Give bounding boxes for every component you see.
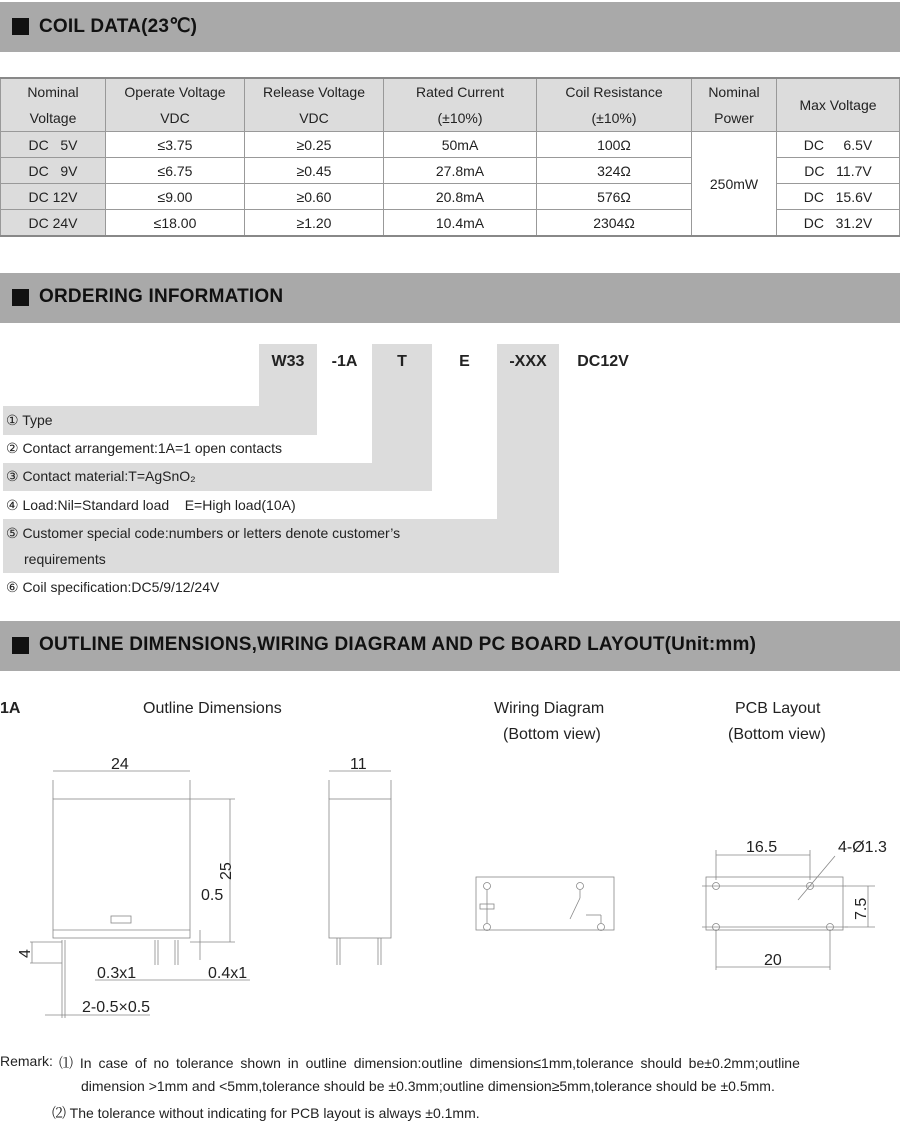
remark-1-line-1: ⑴ In case of no tolerance shown in outline dimension:outline dimension≤1mm,tolerance should be±0.2mm;outline — [59, 1055, 800, 1071]
cell-nominal: DC 9V — [1, 158, 106, 184]
cell-nominal: DC 24V — [1, 210, 106, 237]
header-max-voltage: Max Voltage — [777, 78, 900, 132]
coil-data-table — [0, 77, 900, 237]
cell-max: DC 31.2V — [777, 210, 900, 237]
order-code-type: W33 — [271, 353, 305, 370]
cell-nominal-power: 250mW — [692, 132, 777, 237]
section-title: ORDERING INFORMATION — [39, 286, 284, 307]
cell-current: 20.8mA — [384, 184, 537, 210]
wiring-subtitle: (Bottom view) — [503, 726, 601, 743]
pcb-dim-hole: 4-Ø1.3 — [838, 839, 887, 856]
header-coil-resistance: Coil Resistance (±10%) — [537, 78, 692, 132]
wiring-title: Wiring Diagram — [494, 700, 605, 717]
ordering-item: ⑤ Customer special code:numbers or letters denote customer’s — [6, 525, 401, 541]
ordering-item: ④ Load:Nil=Standard load E=High load(10A) — [6, 497, 296, 513]
cell-current: 10.4mA — [384, 210, 537, 237]
dim-pin2: 0.4x1 — [208, 965, 248, 982]
square-bullet-icon — [12, 637, 29, 654]
order-code-load: E — [459, 353, 470, 370]
cell-release: ≥0.25 — [245, 132, 384, 158]
section-header-coil-data — [0, 2, 900, 52]
pcb-dim-side: 7.5 — [853, 897, 870, 920]
section-header-ordering — [0, 273, 900, 323]
dim-width: 24 — [111, 756, 129, 773]
cell-max: DC 6.5V — [777, 132, 900, 158]
cell-nominal: DC 12V — [1, 184, 106, 210]
cell-resistance: 576Ω — [537, 184, 692, 210]
header-operate-voltage: Operate Voltage VDC — [106, 78, 245, 132]
cell-release: ≥0.60 — [245, 184, 384, 210]
cell-operate: ≤3.75 — [106, 132, 245, 158]
order-code-contact: -1A — [331, 353, 358, 370]
cell-resistance: 100Ω — [537, 132, 692, 158]
cell-nominal: DC 5V — [1, 132, 106, 158]
wiring-outline — [476, 877, 614, 930]
outline-title: Outline Dimensions — [143, 700, 282, 717]
cell-current: 27.8mA — [384, 158, 537, 184]
header-nominal-voltage: Nominal Voltage — [1, 78, 106, 132]
square-bullet-icon — [12, 18, 29, 35]
table-row — [1, 132, 900, 158]
header-release-voltage: Release Voltage VDC — [245, 78, 384, 132]
cell-max: DC 15.6V — [777, 184, 900, 210]
cell-operate: ≤6.75 — [106, 158, 245, 184]
header-nominal-power: Nominal Power — [692, 78, 777, 132]
pcb-title: PCB Layout — [735, 700, 821, 717]
section-title: COIL DATA(23℃) — [39, 16, 198, 37]
relay-marker — [111, 916, 131, 923]
cell-operate: ≤9.00 — [106, 184, 245, 210]
order-code-material: T — [397, 353, 407, 370]
remark-2: ⑵ The tolerance without indicating for PCB layout is always ±0.1mm. — [52, 1105, 480, 1121]
ordering-item: ① Type — [6, 412, 53, 428]
pcb-subtitle: (Bottom view) — [728, 726, 826, 743]
cell-resistance: 324Ω — [537, 158, 692, 184]
cell-max: DC 11.7V — [777, 158, 900, 184]
cell-current: 50mA — [384, 132, 537, 158]
order-code-customer: -XXX — [509, 353, 547, 370]
cell-operate: ≤18.00 — [106, 210, 245, 237]
square-bullet-icon — [12, 289, 29, 306]
relay-side-body — [329, 799, 391, 938]
dim-height: 25 — [218, 862, 235, 880]
outline-drawing — [0, 740, 900, 1080]
pcb-dim-bottom: 20 — [764, 952, 782, 969]
cell-resistance: 2304Ω — [537, 210, 692, 237]
remark-label: Remark: — [0, 1053, 53, 1069]
type-label: 1A — [0, 700, 21, 717]
header-rated-current: Rated Current (±10%) — [384, 78, 537, 132]
dim-pin-length: 4 — [17, 949, 34, 958]
section-header-outline — [0, 621, 900, 671]
order-code-coil: DC12V — [577, 353, 629, 370]
ordering-item: ⑥ Coil specification:DC5/9/12/24V — [6, 579, 220, 595]
remark-1-line-2: dimension >1mm and <5mm,tolerance should be ±0.3mm;outline dimension≥5mm,tolerance should be ±0.5mm. — [81, 1078, 775, 1094]
cell-release: ≥1.20 — [245, 210, 384, 237]
ordering-item-cont: requirements — [24, 551, 106, 567]
section-title: OUTLINE DIMENSIONS,WIRING DIAGRAM AND PC BOARD LAYOUT(Unit:mm) — [39, 634, 757, 655]
pcb-outline — [706, 877, 843, 930]
ordering-item: ③ Contact material:T=AgSnO₂ — [6, 468, 196, 484]
relay-front-body — [53, 799, 190, 938]
pcb-dim-top: 16.5 — [746, 839, 778, 856]
cell-release: ≥0.45 — [245, 158, 384, 184]
dim-depth: 11 — [350, 756, 367, 773]
dim-gap: 0.5 — [201, 887, 224, 904]
ordering-item: ② Contact arrangement:1A=1 open contacts — [6, 440, 282, 456]
table-header-row — [1, 78, 900, 132]
dim-pin3: 2-0.5×0.5 — [82, 999, 151, 1016]
dim-pin1: 0.3x1 — [97, 965, 137, 982]
